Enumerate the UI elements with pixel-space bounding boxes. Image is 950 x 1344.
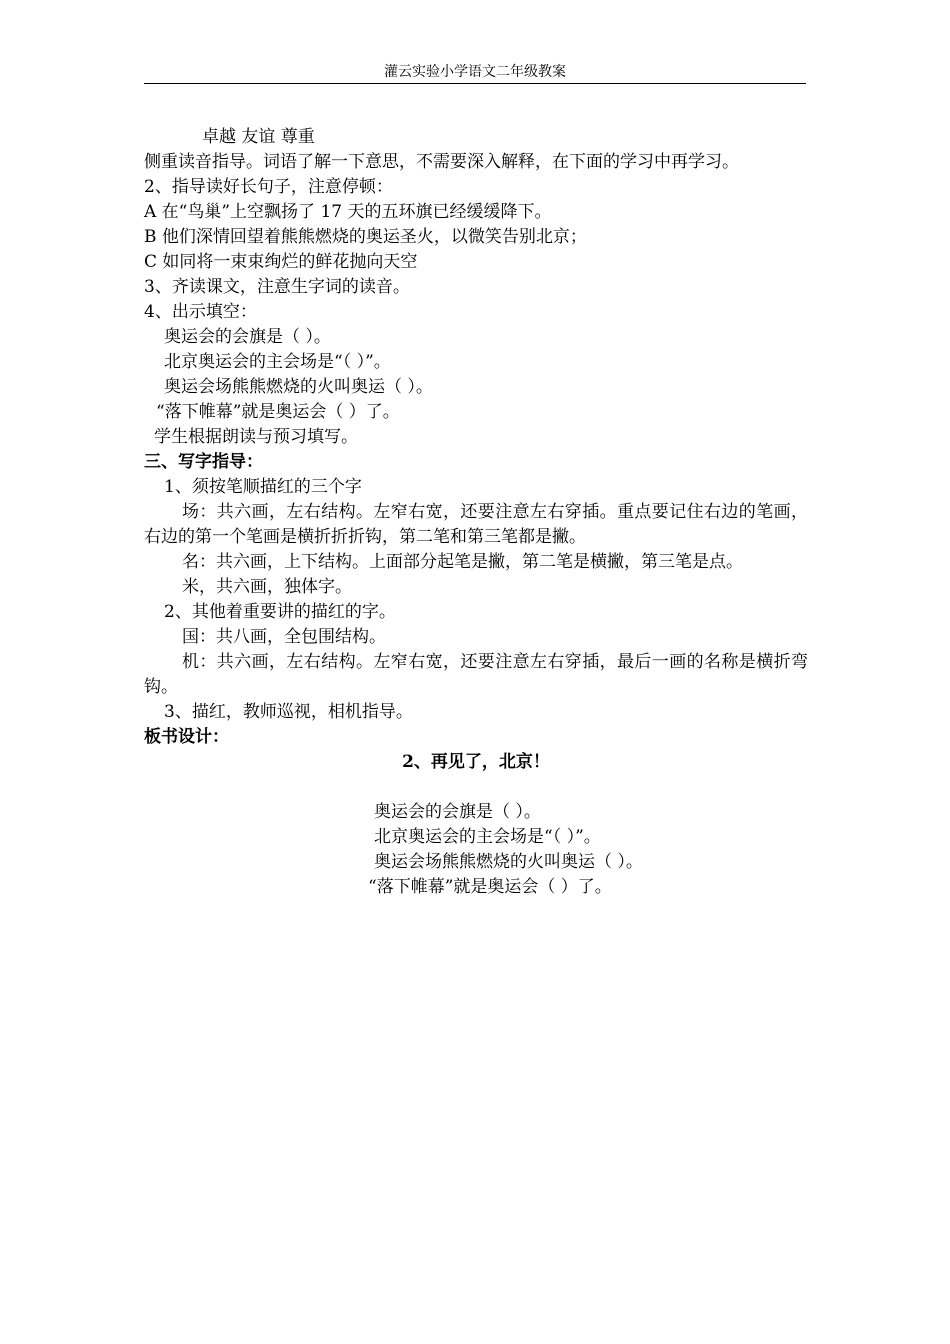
paragraph-line: 场：共六画，左右结构。左窄右宽，还要注意左右穿插。重点要记住右边的笔画，右边的第一个笔画是横折折折钩，第二笔和第三笔都是撇。 [144,502,808,547]
paragraph-line: 米，共六画，独体字。 [182,577,352,597]
sentence-a: A 在“鸟巢”上空飘扬了 17 天的五环旗已经缓缓降下。 [144,202,552,222]
paragraph-line: 2、指导读好长句子，注意停顿： [144,177,393,197]
sentence-b: B 他们深情回望着熊熊燃烧的奥运圣火，以微笑告别北京； [144,227,587,247]
paragraph-line: 3、齐读课文，注意生字词的读音。 [144,277,410,297]
paragraph-line: 学生根据朗读与预习填写。 [154,427,358,447]
paragraph-line: 2、其他着重要讲的描红的字。 [164,602,396,622]
section-heading: 板书设计： [144,727,229,747]
board-item: 奥运会的会旗是（ ）。 [374,802,541,822]
sentence-c: C 如同将一束束绚烂的鲜花抛向天空 [144,252,418,272]
board-item: 奥运会场熊熊燃烧的火叫奥运（ ）。 [374,852,643,872]
paragraph-line: 国：共八画，全包围结构。 [182,627,386,647]
paragraph-line: 机：共六画，左右结构。左窄右宽，还要注意左右穿插，最后一画的名称是横折弯钩。 [144,652,808,697]
fill-blank-item: 北京奥运会的主会场是“（ ）”。 [164,352,391,372]
board-item: “落下帷幕”就是奥运会（ ）了。 [368,877,612,897]
page-header: 灌云实验小学语文二年级教案 [384,64,566,80]
fill-blank-item: 奥运会场熊熊燃烧的火叫奥运（ ）。 [164,377,433,397]
header-rule [144,83,806,84]
paragraph-line: 3、描红，教师巡视，相机指导。 [164,702,413,722]
spacer [144,775,808,800]
vocab-line: 卓越 友谊 尊重 [202,127,315,147]
fill-blank-item: “落下帷幕”就是奥运会（ ）了。 [156,402,400,422]
paragraph-line: 名：共六画，上下结构。上面部分起笔是撇，第二笔是横撇，第三笔是点。 [182,552,743,572]
lesson-body [144,125,808,900]
paragraph-line: 4、出示填空： [144,302,257,322]
section-heading: 三、写字指导： [144,452,263,472]
paragraph-line: 侧重读音指导。词语了解一下意思，不需要深入解释，在下面的学习中再学习。 [144,152,739,172]
paragraph-line: 1、须按笔顺描红的三个字 [164,477,362,497]
board-item: 北京奥运会的主会场是“（ ）”。 [374,827,601,847]
fill-blank-item: 奥运会的会旗是（ ）。 [164,327,331,347]
board-title: 2、再见了，北京！ [402,752,550,772]
